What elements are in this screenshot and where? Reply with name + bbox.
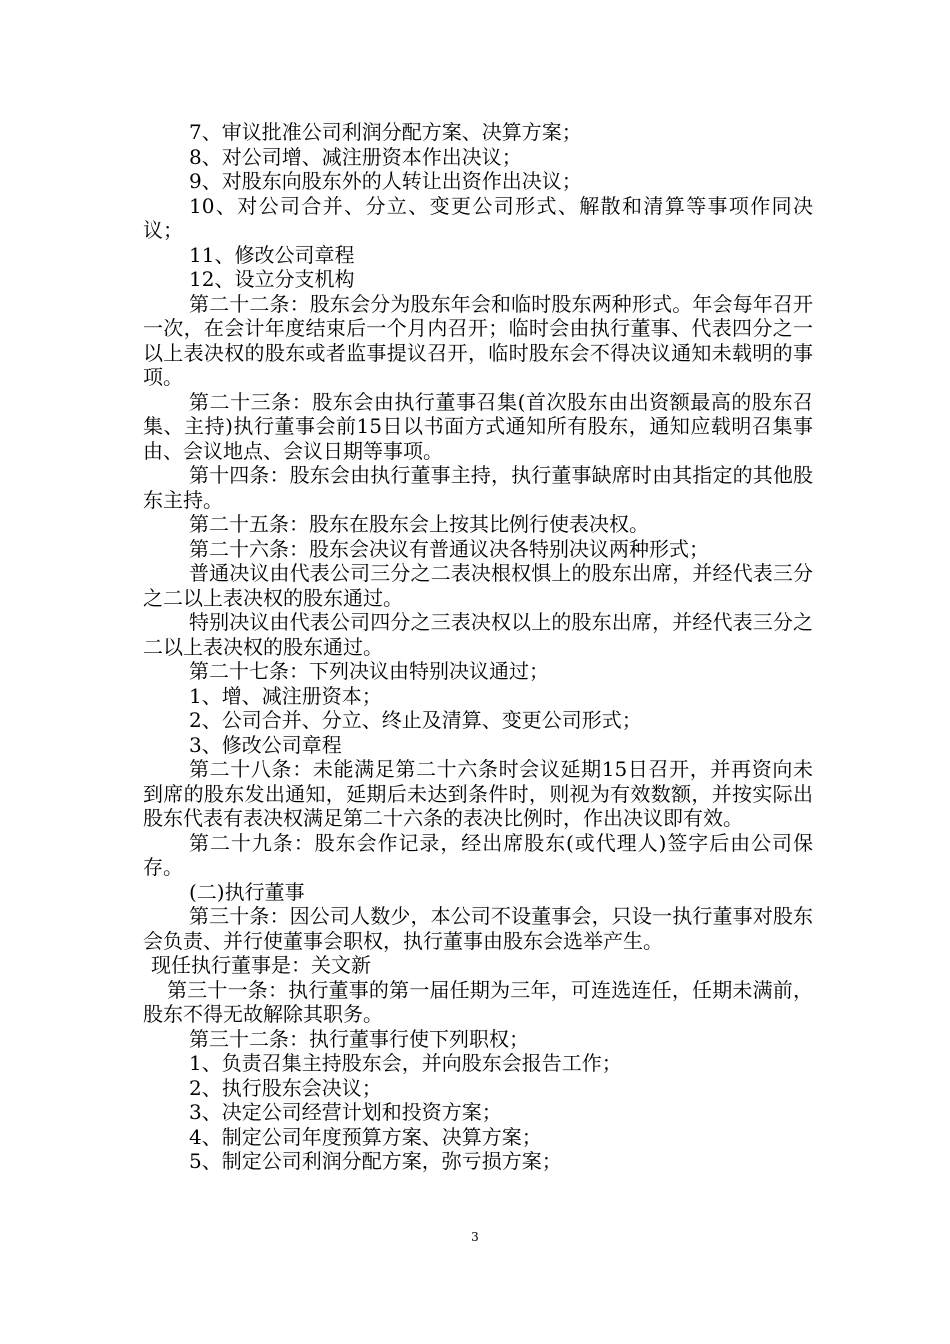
paragraph: 5、制定公司利润分配方案，弥亏损方案； [189, 1149, 562, 1173]
article-24: 第十四条：股东会由执行董事主持，执行董事缺席时由其指定的其他股东主持。 [143, 463, 813, 512]
article-31: 第三十一条：执行董事的第一届任期为三年，可连选连任，任期未满前，股东不得无故解除其职务。 [143, 977, 813, 1026]
paragraph: 8、对公司增、减注册资本作出决议； [189, 144, 522, 169]
paragraph: 2、公司合并、分立、终止及清算、变更公司形式； [189, 708, 642, 732]
article-27: 第二十七条：下列决议由特别决议通过； [189, 659, 549, 683]
paragraph: 2、执行股东会决议； [189, 1075, 382, 1100]
paragraph: 10、对公司合并、分立、变更公司形式、解散和清算等事项作同决议； [143, 193, 813, 242]
article-22: 第二十二条：股东会分为股东年会和临时股东两种形式。年会每年召开一次，在会计年度结束后一个月内召开；临时会由执行董事、代表四分之一以上表决权的股东或者监事提议召开，临时股东会不得决议通知未载明的事项。 [143, 291, 813, 389]
paragraph: 11、修改公司章程 [189, 242, 355, 267]
paragraph: 现任执行董事是：关文新 [151, 953, 371, 977]
paragraph: 1、增、减注册资本； [189, 683, 382, 708]
paragraph: 9、对股东向股东外的人转让出资作出决议； [189, 169, 582, 193]
article-25: 第二十五条：股东在股东会上按其比例行使表决权。 [189, 512, 649, 536]
section-heading: (二)执行董事 [189, 879, 305, 904]
article-28: 第二十八条：未能满足第二十六条时会议延期15日召开，并再资向未到席的股东发出通知，延期后未达到条件时，则视为有效数额，并按实际出股东代表有表决权满足第二十六条的表决比例时，作出决议即有效。 [143, 757, 813, 830]
article-29: 第二十九条：股东会作记录，经出席股东(或代理人)签字后由公司保存。 [143, 830, 813, 879]
paragraph: 特别决议由代表公司四分之三表决权以上的股东出席，并经代表三分之二以上表决权的股东通过。 [143, 610, 813, 659]
paragraph: 12、设立分支机构 [189, 267, 355, 291]
paragraph: 7、审议批准公司利润分配方案、决算方案； [189, 120, 582, 144]
article-30: 第三十条：因公司人数少，本公司不设董事会，只设一执行董事对股东会负责、并行使董事会职权，执行董事由股东会选举产生。 [143, 904, 813, 953]
paragraph: 普通决议由代表公司三分之二表决根权惧上的股东出席，并经代表三分之二以上表决权的股东通过。 [143, 561, 813, 610]
body-text [143, 120, 813, 1174]
article-26: 第二十六条：股东会决议有普通议决各特别决议两种形式； [189, 536, 709, 561]
paragraph: 3、修改公司章程 [189, 732, 342, 757]
paragraph: 4、制定公司年度预算方案、决算方案； [189, 1124, 542, 1149]
article-23: 第二十三条：股东会由执行董事召集(首次股东由出资额最高的股东召集、主持)执行董事会前15日以书面方式通知所有股东，通知应载明召集事由、会议地点、会议日期等事项。 [143, 389, 813, 463]
page-number: 3 [471, 1230, 479, 1244]
paragraph: 3、决定公司经营计划和投资方案； [189, 1100, 502, 1124]
article-32: 第三十二条：执行董事行使下列职权； [189, 1026, 529, 1051]
paragraph: 1、负责召集主持股东会，并向股东会报告工作； [189, 1051, 622, 1075]
